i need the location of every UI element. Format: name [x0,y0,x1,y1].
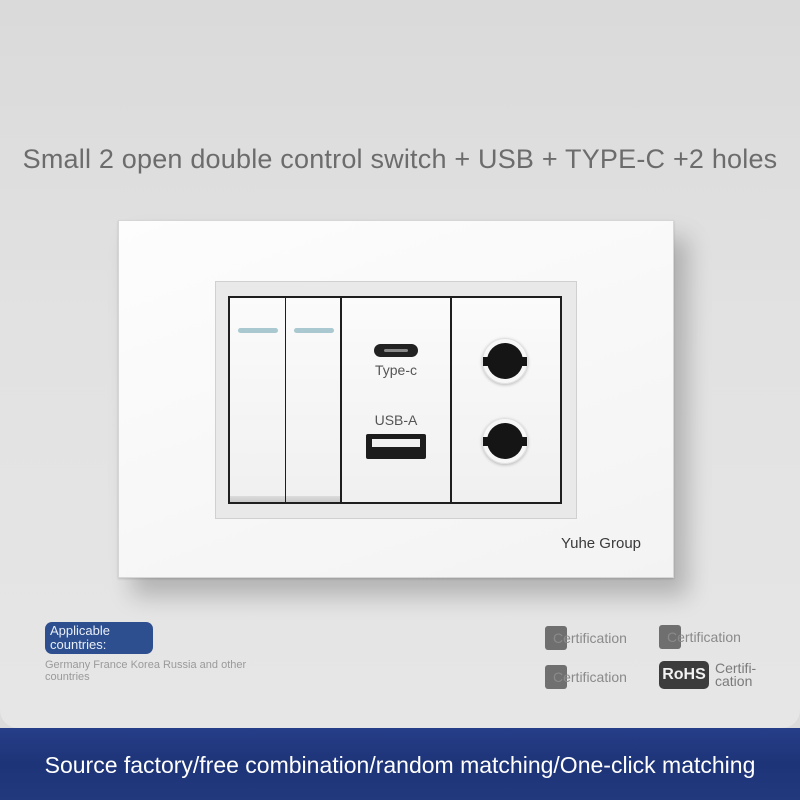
product-headline: Small 2 open double control switch + USB + TYPE-C +2 holes [22,144,778,174]
rohs-certification: RoHS Certifi-cation [659,663,765,687]
footer-banner [0,728,800,800]
usb-module [340,296,452,504]
module-frame [215,281,577,519]
rohs-logo-icon: RoHS [659,661,709,689]
usb-a-port-icon [366,434,426,459]
usba-label: USB-A [374,412,418,428]
footer-slogan: Source factory/free combination/random matching/One-click matching [44,752,756,778]
outlet-hole-bottom-icon [482,418,528,464]
indicator-led-1 [238,328,278,333]
certification-1: Certification [545,626,627,650]
brand-label: Yuhe Group [560,535,641,552]
rocker-switch-2 [285,296,342,504]
certification-3: Certification [545,665,627,689]
certification-2: Certification [659,625,741,649]
socket-module [450,296,562,504]
wall-plate [118,220,674,578]
typec-label: Type-c [374,362,417,378]
applicable-countries-badge: Applicable countries: [45,622,153,654]
outlet-hole-top-icon [482,338,528,384]
countries-list: Germany France Korea Russia and other countries [45,659,247,683]
indicator-led-2 [294,328,334,333]
rocker-switch-1 [228,296,286,504]
usb-c-port-icon [374,344,418,357]
